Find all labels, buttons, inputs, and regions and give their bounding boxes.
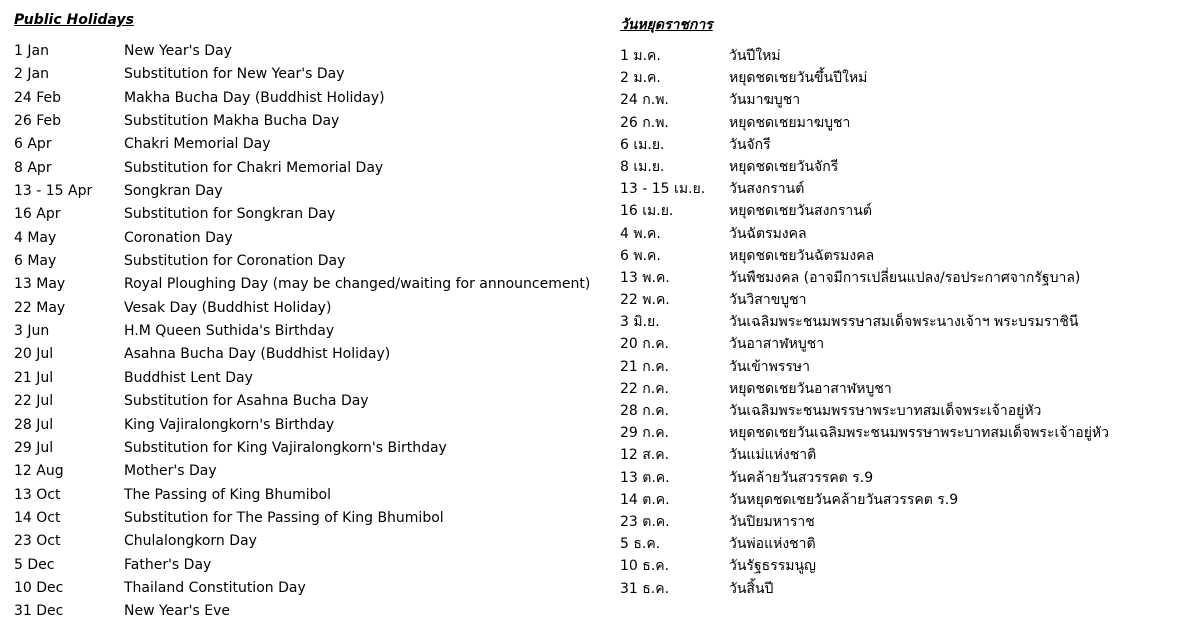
- holiday-row: [14, 507, 590, 530]
- holiday-row: [620, 511, 1109, 533]
- holiday-date: 13 พ.ค.: [620, 269, 670, 286]
- thai-holiday-list: [620, 45, 1109, 600]
- holiday-date: 22 พ.ค.: [620, 292, 670, 309]
- holiday-name: The Passing of King Bhumibol: [124, 486, 332, 503]
- holiday-name: วันคล้ายวันสวรรคต ร.9: [729, 469, 874, 486]
- holiday-name: Chakri Memorial Day: [124, 136, 271, 153]
- holiday-name: วันหยุดชดเชยวันคล้ายวันสวรรคต ร.9: [729, 491, 959, 508]
- holiday-date: 12 ส.ค.: [620, 447, 670, 464]
- holiday-date: 20 ก.ค.: [620, 336, 670, 353]
- holiday-date: 22 May: [14, 299, 66, 316]
- holiday-row: [14, 63, 590, 86]
- holiday-name: วันเฉลิมพระชนมพรรษาสมเด็จพระนางเจ้าฯ พระบรมราชินี: [729, 314, 1079, 331]
- holiday-date: 28 ก.ค.: [620, 403, 670, 419]
- holiday-date: 8 เม.ย.: [620, 158, 665, 175]
- holiday-date: 2 ม.ค.: [620, 70, 661, 87]
- holiday-row: [620, 45, 1109, 67]
- holiday-row: [620, 378, 1109, 400]
- holiday-date: 29 ก.ค.: [620, 425, 670, 442]
- holiday-row: [14, 110, 590, 133]
- holiday-row: [620, 289, 1109, 311]
- english-heading: Public Holidays: [14, 12, 134, 28]
- holiday-name: หยุดชดเชยวันจักรี: [729, 158, 839, 175]
- holiday-name: วันรัฐธรรมนูญ: [729, 558, 816, 575]
- holiday-row: [14, 203, 590, 226]
- holiday-row: [14, 484, 590, 507]
- holiday-name: วันปิยมหาราช: [729, 513, 815, 530]
- holiday-row: [620, 134, 1109, 156]
- holiday-name: Substitution for The Passing of King Bhumibol: [124, 509, 444, 526]
- holiday-name: วันสิ้นปี: [729, 580, 774, 597]
- holiday-date: 6 พ.ค.: [620, 247, 661, 264]
- holiday-date: 1 ม.ค.: [620, 48, 661, 64]
- holiday-name: Thailand Constitution Day: [124, 579, 306, 596]
- holiday-name: หยุดชดเชยวันสงกรานต์: [729, 203, 872, 220]
- holiday-row: [620, 267, 1109, 289]
- holiday-name: หยุดชดเชยวันฉัตรมงคล: [729, 247, 875, 264]
- holiday-row: [14, 273, 590, 296]
- holiday-row: [620, 422, 1109, 444]
- holiday-name: หยุดชดเชยวันขึ้นปีใหม่: [729, 70, 868, 87]
- holiday-date: 1 Jan: [14, 43, 49, 59]
- holiday-name: Buddhist Lent Day: [124, 369, 253, 386]
- holiday-row: [620, 89, 1109, 111]
- holiday-name: หยุดชดเชยวันอาสาฬหบูชา: [729, 380, 892, 397]
- holiday-name: Father's Day: [124, 556, 212, 573]
- holiday-row: [14, 367, 590, 390]
- holiday-date: 23 ต.ค.: [620, 513, 670, 530]
- holiday-name: วันพ่อแห่งชาติ: [729, 536, 816, 553]
- holiday-date: 3 Jun: [14, 323, 50, 340]
- holiday-name: Substitution Makha Bucha Day: [124, 113, 340, 130]
- holiday-name: วันสงกรานต์: [729, 181, 805, 198]
- holiday-name: วันฉัตรมงคล: [729, 225, 807, 242]
- holiday-date: 2 Jan: [14, 66, 49, 83]
- holiday-row: [14, 577, 590, 600]
- holiday-row: [620, 578, 1109, 600]
- holiday-row: [14, 297, 590, 320]
- holiday-name: วันเฉลิมพระชนมพรรษาพระบาทสมเด็จพระเจ้าอยู่หัว: [729, 403, 1042, 419]
- holiday-row: [620, 467, 1109, 489]
- holiday-date: 6 เม.ย.: [620, 136, 665, 153]
- holiday-row: [620, 223, 1109, 245]
- holiday-date: 5 Dec: [14, 556, 55, 573]
- holiday-row: [14, 554, 590, 577]
- holiday-name: Vesak Day (Buddhist Holiday): [124, 299, 332, 316]
- holiday-date: 21 Jul: [14, 369, 54, 386]
- holiday-name: Songkran Day: [124, 183, 223, 200]
- thai-heading: วันหยุดราชการ: [620, 17, 713, 33]
- holiday-date: 29 Jul: [14, 439, 54, 456]
- holiday-row: [620, 200, 1109, 222]
- holiday-name: Makha Bucha Day (Buddhist Holiday): [124, 89, 385, 106]
- holiday-row: [14, 320, 590, 343]
- holiday-name: H.M Queen Suthida's Birthday: [124, 323, 335, 340]
- holiday-row: [14, 390, 590, 413]
- holiday-row: [620, 555, 1109, 577]
- holiday-row: [14, 460, 590, 483]
- holiday-date: 14 ต.ค.: [620, 491, 670, 508]
- holiday-date: 31 ธ.ค.: [620, 580, 670, 597]
- holiday-date: 22 Jul: [14, 393, 54, 410]
- holiday-date: 5 ธ.ค.: [620, 536, 661, 553]
- holiday-date: 16 เม.ย.: [620, 203, 674, 220]
- holiday-row: [620, 245, 1109, 267]
- holiday-name: วันปีใหม่: [729, 48, 781, 64]
- holiday-date: 21 ก.ค.: [620, 358, 670, 375]
- holiday-row: [14, 600, 590, 623]
- holiday-date: 6 May: [14, 253, 57, 270]
- holiday-date: 26 Feb: [14, 113, 62, 130]
- holiday-date: 13 Oct: [14, 486, 61, 503]
- holiday-date: 26 ก.พ.: [620, 114, 669, 131]
- holiday-name: King Vajiralongkorn's Birthday: [124, 416, 335, 433]
- holiday-name: วันอาสาฬหบูชา: [729, 336, 825, 353]
- holiday-date: 16 Apr: [14, 206, 61, 223]
- holiday-name: New Year's Eve: [124, 603, 230, 620]
- holiday-row: [14, 180, 590, 203]
- holiday-name: วันแม่แห่งชาติ: [729, 447, 817, 464]
- holiday-row: [14, 530, 590, 553]
- holiday-date: 14 Oct: [14, 509, 61, 526]
- holiday-date: 10 Dec: [14, 579, 64, 596]
- holiday-row: [14, 157, 590, 180]
- holiday-row: [620, 333, 1109, 355]
- holiday-date: 23 Oct: [14, 533, 61, 550]
- holiday-row: [620, 489, 1109, 511]
- holiday-row: [620, 67, 1109, 89]
- holiday-name: Coronation Day: [124, 229, 233, 246]
- holiday-name: Asahna Bucha Day (Buddhist Holiday): [124, 346, 391, 363]
- holiday-row: [14, 133, 590, 156]
- holiday-row: [620, 112, 1109, 134]
- holiday-date: 20 Jul: [14, 346, 54, 363]
- holiday-name: Substitution for Coronation Day: [124, 253, 346, 270]
- holiday-name: วันจักรี: [729, 136, 771, 153]
- holiday-row: [14, 437, 590, 460]
- holiday-name: วันมาฆบูชา: [729, 92, 801, 109]
- holiday-date: 13 - 15 Apr: [14, 183, 93, 200]
- holiday-name: New Year's Day: [124, 43, 232, 59]
- holiday-row: [620, 533, 1109, 555]
- holiday-name: Substitution for Asahna Bucha Day: [124, 393, 369, 410]
- holiday-row: [620, 356, 1109, 378]
- holiday-date: 22 ก.ค.: [620, 380, 670, 397]
- holiday-row: [14, 343, 590, 366]
- holiday-name: Substitution for Songkran Day: [124, 206, 336, 223]
- holiday-date: 4 May: [14, 229, 57, 246]
- holiday-date: 8 Apr: [14, 159, 52, 176]
- holiday-name: Substitution for New Year's Day: [124, 66, 345, 83]
- holiday-row: [620, 311, 1109, 333]
- holiday-date: 3 มิ.ย.: [620, 314, 660, 331]
- holiday-row: [620, 178, 1109, 200]
- holiday-name: Royal Ploughing Day (may be changed/waiting for announcement): [124, 276, 591, 293]
- holiday-date: 13 May: [14, 276, 66, 293]
- holiday-name: หยุดชดเชยวันเฉลิมพระชนมพรรษาพระบาทสมเด็จพระเจ้าอยู่หัว: [729, 425, 1110, 442]
- holiday-name: วันพืชมงคล (อาจมีการเปลี่ยนแปลง/รอประกาศจากรัฐบาล): [729, 269, 1081, 286]
- holiday-row: [14, 250, 590, 273]
- holiday-date: 24 ก.พ.: [620, 92, 669, 109]
- holiday-row: [14, 40, 590, 63]
- holiday-name: Substitution for King Vajiralongkorn's Birthday: [124, 439, 447, 456]
- holiday-row: [620, 400, 1109, 422]
- holiday-date: 12 Aug: [14, 463, 64, 480]
- holiday-name: Chulalongkorn Day: [124, 533, 257, 550]
- holiday-row: [620, 156, 1109, 178]
- holiday-row: [14, 227, 590, 250]
- english-holiday-list: [14, 40, 590, 624]
- holiday-row: [620, 444, 1109, 466]
- holiday-name: วันวิสาขบูชา: [729, 292, 807, 309]
- holiday-date: 6 Apr: [14, 136, 52, 153]
- holiday-name: Substitution for Chakri Memorial Day: [124, 159, 384, 176]
- holiday-date: 4 พ.ค.: [620, 225, 661, 242]
- holiday-date: 10 ธ.ค.: [620, 558, 670, 575]
- holiday-date: 13 ต.ค.: [620, 469, 670, 486]
- holiday-name: หยุดชดเชยมาฆบูชา: [729, 114, 851, 131]
- holiday-date: 24 Feb: [14, 89, 62, 106]
- holiday-date: 13 - 15 เม.ย.: [620, 181, 706, 198]
- holiday-date: 28 Jul: [14, 416, 54, 433]
- holiday-row: [14, 87, 590, 110]
- holiday-date: 31 Dec: [14, 603, 64, 620]
- holiday-name: วันเข้าพรรษา: [729, 358, 811, 375]
- holiday-name: Mother's Day: [124, 463, 217, 480]
- holiday-row: [14, 414, 590, 437]
